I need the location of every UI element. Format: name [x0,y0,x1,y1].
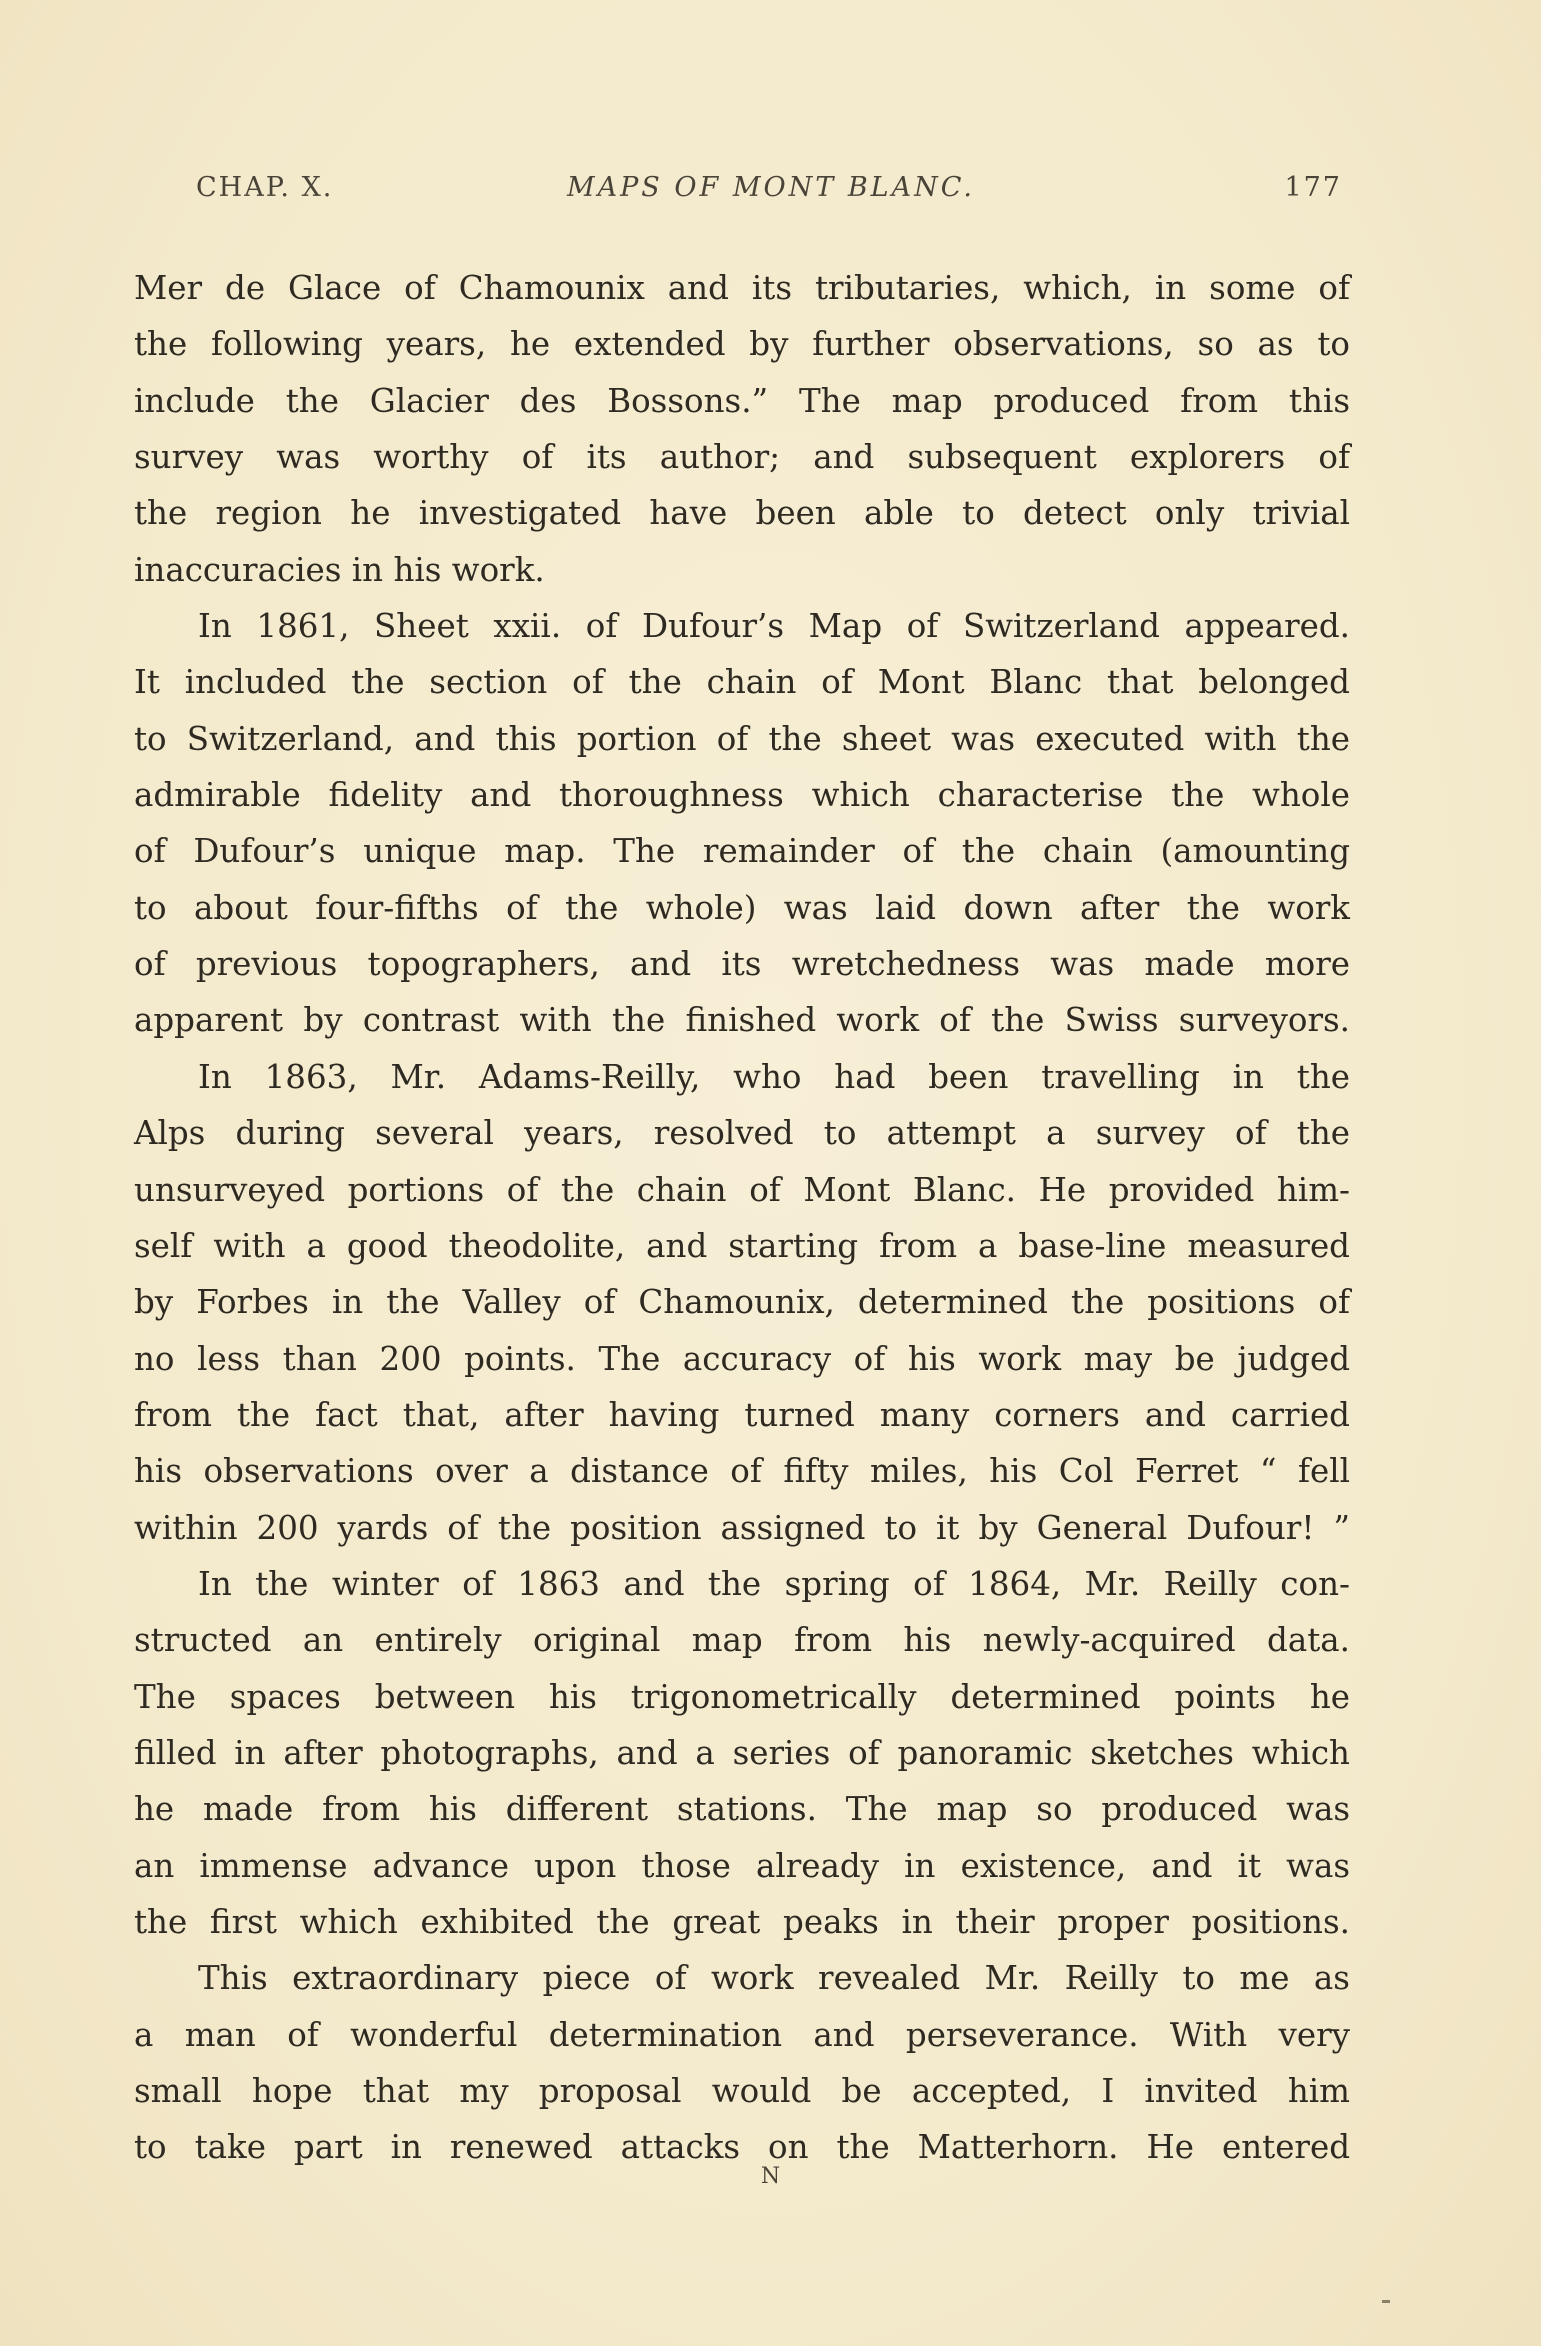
page-number: 177 [1284,172,1342,203]
text-line: of Dufour’s unique map. The remainder of the chain (amounting [134,832,1350,871]
text-line: to about four-fifths of the whole) was laid down after the work [134,888,1350,927]
running-title: MAPS OF MONT BLANC. [566,172,975,203]
text-line: unsurveyed portions of the chain of Mont Blanc. He provided him- [134,1170,1350,1209]
body-text [134,260,1350,2176]
text-line: structed an entirely original map from his newly-acquired data. [134,1621,1350,1660]
text-line: Alps during several years, resolved to attempt a survey of the [134,1114,1350,1153]
text-line: his observations over a distance of fifty miles, his Col Ferret “ fell [134,1452,1350,1491]
text-line: an immense advance upon those already in existence, and it was [134,1846,1350,1885]
paper-speck [1382,2300,1390,2303]
text-line: the region he investigated have been able to detect only trivial [134,494,1350,533]
text-line: Mer de Glace of Chamounix and its tributaries, which, in some of [134,269,1350,307]
text-line: This extraordinary piece of work revealed Mr. Reilly to me as [198,1959,1350,1998]
text-line: In the winter of 1863 and the spring of 1864, Mr. Reilly con- [198,1564,1350,1603]
text-line: no less than 200 points. The accuracy of his work may be judged [134,1339,1350,1378]
text-line: within 200 yards of the position assigned to it by General Dufour! ” [134,1508,1350,1547]
text-line: from the fact that, after having turned many corners and carried [134,1395,1350,1434]
text-line: inaccuracies in his work. [134,550,545,589]
text-line: In 1863, Mr. Adams-Reilly, who had been travelling in the [198,1057,1350,1096]
text-line: to Switzerland, and this portion of the sheet was executed with the [134,719,1350,758]
text-line: to take part in renewed attacks on the Matterhorn. He entered [134,2128,1350,2167]
text-line: self with a good theodolite, and starting from a base-line measured [134,1226,1350,1265]
text-line: include the Glacier des Bossons.” The map produced from this [134,381,1350,420]
text-line: small hope that my proposal would be accepted, I invited him [134,2072,1350,2110]
text-line: the following years, he extended by further observations, so as to [134,325,1350,364]
text-line: In 1861, Sheet xxii. of Dufour’s Map of Switzerland appeared. [198,607,1350,646]
signature-mark: N [760,2164,781,2189]
text-line: admirable fidelity and thoroughness which characterise the whole [134,776,1350,815]
chapter-label: CHAP. X. [196,172,334,203]
running-head [196,172,1346,212]
text-line: by Forbes in the Valley of Chamounix, determined the positions of [134,1283,1350,1322]
text-line: survey was worthy of its author; and subsequent explorers of [134,438,1350,477]
text-line: The spaces between his trigonometrically determined points he [134,1677,1350,1716]
text-line: the first which exhibited the great peaks in their proper positions. [134,1902,1350,1941]
text-line: It included the section of the chain of Mont Blanc that belonged [134,663,1350,702]
text-line: of previous topographers, and its wretchedness was made more [134,945,1350,984]
text-line: a man of wonderful determination and perseverance. With very [134,2015,1350,2054]
text-line: he made from his different stations. The map so produced was [134,1790,1350,1829]
text-line: apparent by contrast with the finished work of the Swiss surveyors. [134,1001,1350,1040]
text-line: filled in after photographs, and a series of panoramic sketches which [134,1733,1350,1772]
